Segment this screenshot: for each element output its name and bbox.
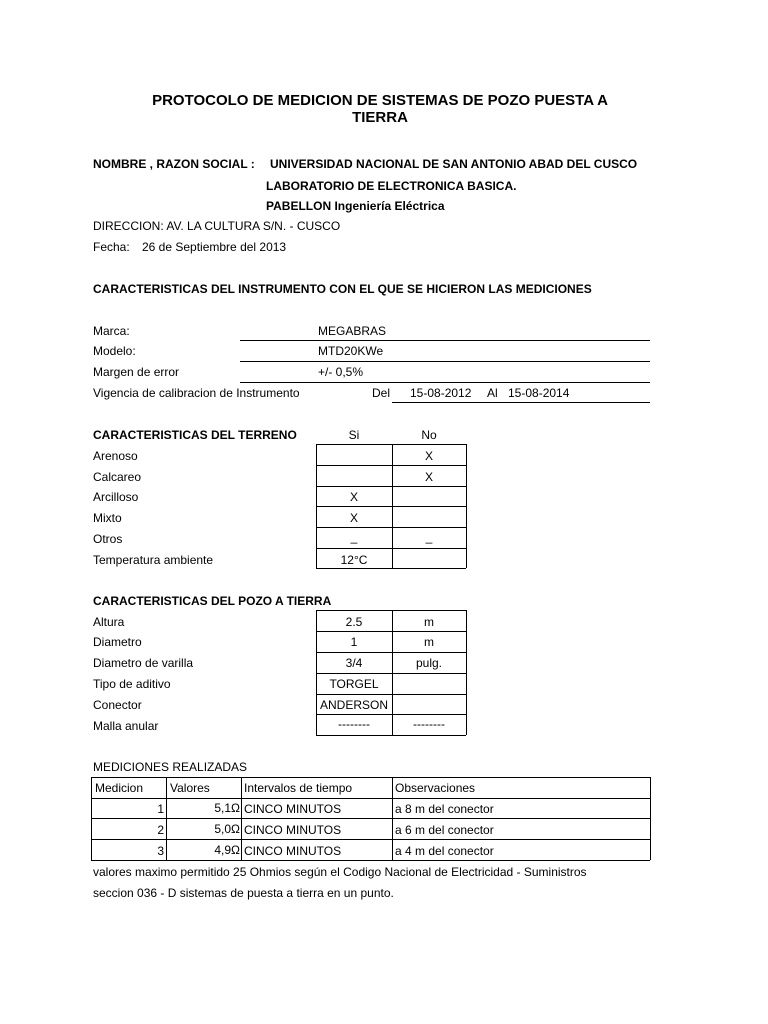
terreno-cell-si: 12°C <box>340 553 368 567</box>
pozo-heading: CARACTERISTICAS DEL POZO A TIERRA <box>93 594 332 608</box>
pozo-row-label: Tipo de aditivo <box>93 677 171 691</box>
grid-line <box>316 444 466 445</box>
grid-line <box>316 548 466 549</box>
grid-line <box>392 777 393 860</box>
mediciones-header-cell: Intervalos de tiempo <box>244 781 353 795</box>
terreno-cell-si: X <box>349 511 358 525</box>
grid-line <box>392 444 393 568</box>
grid-line <box>316 444 317 568</box>
pozo-row-label: Malla anular <box>93 719 159 733</box>
pozo-cell-unit: m <box>424 615 434 629</box>
grid-line <box>316 465 466 466</box>
grid-line <box>316 486 466 487</box>
terreno-cell-no: X <box>424 449 433 463</box>
terreno-col-no: No <box>421 428 437 442</box>
address: DIRECCION: AV. LA CULTURA S/N. - CUSCO <box>93 219 341 233</box>
marca-underline <box>240 340 650 341</box>
medicion-value: 4,9Ω <box>214 843 240 857</box>
grid-line <box>316 610 317 735</box>
margen-value: +/- 0,5% <box>318 365 364 379</box>
grid-line <box>91 818 650 819</box>
terreno-row-label: Calcareo <box>93 470 142 484</box>
modelo-label: Modelo: <box>93 344 136 358</box>
al-value: 15-08-2014 <box>508 386 570 400</box>
medicion-interval: CINCO MINUTOS <box>244 802 342 816</box>
medicion-interval: CINCO MINUTOS <box>244 844 342 858</box>
pozo-cell-unit: pulg. <box>415 656 443 670</box>
pozo-cell-unit: m <box>424 635 434 649</box>
terreno-row-label: Arcilloso <box>93 490 139 504</box>
grid-line <box>316 568 466 569</box>
date-label: Fecha: <box>93 240 130 254</box>
pozo-cell-value: -------- <box>338 717 370 731</box>
document-title-line1: PROTOCOLO DE MEDICION DE SISTEMAS DE POZO PUESTA A <box>152 92 608 109</box>
modelo-value: MTD20KWe <box>318 344 384 358</box>
medicion-interval: CINCO MINUTOS <box>244 823 342 837</box>
grid-line <box>316 631 466 632</box>
grid-line <box>91 777 92 860</box>
al-label: Al <box>487 386 498 400</box>
pozo-cell-value: 1 <box>350 635 358 649</box>
margen-label: Margen de error <box>93 365 180 379</box>
terreno-row-label: Mixto <box>93 511 122 525</box>
mediciones-heading: MEDICIONES REALIZADAS <box>93 760 248 774</box>
pozo-cell-unit: -------- <box>413 717 445 731</box>
footer-note-line1: valores maximo permitido 25 Ohmios según el Codigo Nacional de Electricidad - Suministros <box>93 865 587 879</box>
del-label: Del <box>372 386 391 400</box>
pozo-cell-value: TORGEL <box>329 677 379 691</box>
medicion-value: 5,1Ω <box>214 801 240 815</box>
terreno-cell-no: _ <box>425 530 433 544</box>
grid-line <box>316 652 466 653</box>
pozo-row-label: Conector <box>93 698 142 712</box>
marca-value: MEGABRAS <box>318 324 387 338</box>
pozo-row-label: Altura <box>93 615 125 629</box>
date-value: 26 de Septiembre del 2013 <box>142 240 287 254</box>
medicion-observation: a 6 m del conector <box>395 823 494 837</box>
grid-line <box>316 527 466 528</box>
grid-line <box>316 506 466 507</box>
terreno-cell-no: X <box>424 470 433 484</box>
medicion-number: 2 <box>157 823 164 837</box>
grid-line <box>316 735 466 736</box>
mediciones-header-cell: Valores <box>170 781 210 795</box>
grid-line <box>91 798 650 799</box>
del-value: 15-08-2012 <box>410 386 472 400</box>
vigencia-underline <box>392 402 650 403</box>
medicion-value: 5,0Ω <box>214 822 240 836</box>
medicion-observation: a 4 m del conector <box>395 844 494 858</box>
terreno-row-label: Otros <box>93 532 123 546</box>
pavilion-name: PABELLON Ingeniería Eléctrica <box>266 199 445 213</box>
terreno-heading: CARACTERISTICAS DEL TERRENO <box>93 428 297 442</box>
name-label: NOMBRE , RAZON SOCIAL : <box>93 157 255 171</box>
pozo-cell-value: ANDERSON <box>319 698 388 712</box>
grid-line <box>316 694 466 695</box>
terreno-row-label: Arenoso <box>93 449 138 463</box>
modelo-underline <box>240 361 650 362</box>
grid-line <box>316 610 466 611</box>
pozo-cell-value: 2.5 <box>345 615 363 629</box>
terreno-col-si: Si <box>348 428 360 442</box>
medicion-observation: a 8 m del conector <box>395 802 494 816</box>
pozo-row-label: Diametro <box>93 635 142 649</box>
pozo-cell-value: 3/4 <box>345 656 363 670</box>
terreno-cell-si: X <box>349 490 358 504</box>
mediciones-header-cell: Observaciones <box>395 781 476 795</box>
grid-line <box>650 777 651 860</box>
grid-line <box>166 777 167 860</box>
grid-line <box>91 839 650 840</box>
mediciones-header-cell: Medicion <box>95 781 144 795</box>
grid-line <box>466 444 467 568</box>
terreno-cell-si: _ <box>350 530 358 544</box>
margen-underline <box>240 382 650 383</box>
grid-line <box>241 777 242 860</box>
instrument-heading: CARACTERISTICAS DEL INSTRUMENTO CON EL QUE SE HICIERON LAS MEDICIONES <box>93 282 592 296</box>
grid-line <box>466 610 467 735</box>
laboratory-name: LABORATORIO DE ELECTRONICA BASICA. <box>266 179 517 193</box>
vigencia-label: Vigencia de calibracion de Instrumento <box>93 386 300 400</box>
institution-name: UNIVERSIDAD NACIONAL DE SAN ANTONIO ABAD DEL CUSCO <box>270 157 638 171</box>
medicion-number: 3 <box>157 844 164 858</box>
grid-line <box>91 777 650 778</box>
footer-note-line2: seccion 036 - D sistemas de puesta a tierra en un punto. <box>93 886 394 900</box>
pozo-row-label: Diametro de varilla <box>93 656 194 670</box>
document-title-line2: TIERRA <box>352 109 408 126</box>
grid-line <box>392 610 393 735</box>
marca-label: Marca: <box>93 324 130 338</box>
grid-line <box>316 714 466 715</box>
terreno-row-label: Temperatura ambiente <box>93 553 214 567</box>
grid-line <box>91 860 650 861</box>
grid-line <box>316 673 466 674</box>
medicion-number: 1 <box>157 802 164 816</box>
